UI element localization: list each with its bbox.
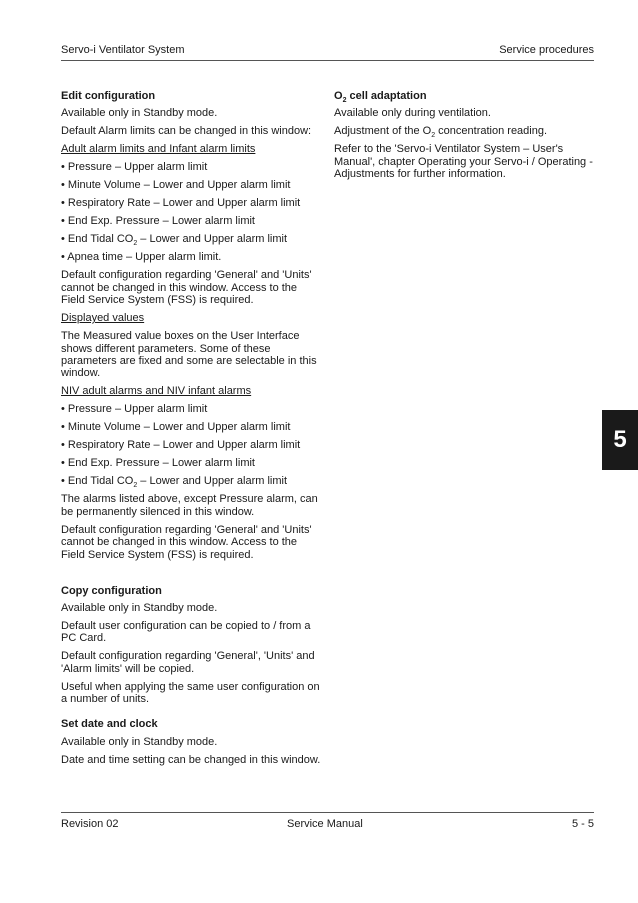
copy-configuration-heading: Copy configuration bbox=[61, 584, 162, 597]
o2-p1: Available only during ventilation. bbox=[334, 107, 491, 120]
list-item: • End Exp. Pressure – Lower alarm limit bbox=[61, 457, 255, 470]
edit-configuration-heading: Edit configuration bbox=[61, 90, 156, 102]
o2-p2: Adjustment of the $O_2$ concentration reading. bbox=[334, 125, 548, 140]
page-number: 5 - 5 bbox=[571, 818, 594, 830]
date-p2: Date and time setting can be changed in this window. bbox=[61, 753, 321, 766]
copy-p4: Useful when applying the same user configuration on a number of units. bbox=[61, 680, 320, 706]
list-item: • Respiratory Rate – Lower and Upper alarm limit bbox=[61, 439, 301, 452]
list-item: • Apnea time – Upper alarm limit. bbox=[61, 251, 222, 264]
list-item: • End Tidal $CO_2$ – Lower and Upper alarm limit bbox=[61, 475, 288, 490]
list-item: • Pressure – Upper alarm limit bbox=[61, 161, 208, 174]
list-item: • Respiratory Rate – Lower and Upper alarm limit bbox=[61, 197, 301, 210]
date-p1: Available only in Standby mode. bbox=[61, 735, 218, 748]
edit-p6: Default configuration regarding 'General' and 'Units' cannot be changed in this window. Access to the Field Service System (FSS) is required. bbox=[61, 523, 312, 561]
o2-p3: Refer to the 'Servo-i Ventilator System – User's Manual', chapter Operating your Servo-i / Operating - Adjustments for further information. bbox=[334, 143, 593, 181]
left-column bbox=[61, 90, 321, 772]
list-item: • End Tidal $CO_2$ – Lower and Upper alarm limit bbox=[61, 233, 288, 248]
o2-cell-adaptation-heading: $O_2$ cell adaptation bbox=[334, 90, 427, 104]
edit-p5: The alarms listed above, except Pressure alarm, can be permanently silenced in this window. bbox=[61, 493, 318, 518]
footer-revision: Revision 02 bbox=[61, 818, 119, 830]
list-item: • Pressure – Upper alarm limit bbox=[61, 403, 208, 416]
footer-manual: Service Manual bbox=[287, 818, 363, 830]
edit-p3: Default configuration regarding 'General' and 'Units' cannot be changed in this window. Access to the Field Service System (FSS) is required. bbox=[61, 269, 312, 307]
niv-alarm-subheading: NIV adult alarms and NIV infant alarms bbox=[61, 385, 252, 398]
right-column bbox=[334, 90, 594, 186]
copy-p1: Available only in Standby mode. bbox=[61, 602, 218, 615]
chapter-tab: 5 bbox=[602, 410, 638, 470]
list-item: • Minute Volume – Lower and Upper alarm limit bbox=[61, 179, 291, 192]
page-header bbox=[61, 44, 594, 61]
page-footer bbox=[61, 812, 594, 830]
edit-p1: Available only in Standby mode. bbox=[61, 107, 218, 120]
header-title: Servo-i Ventilator System bbox=[61, 44, 185, 56]
adult-alarm-subheading: Adult alarm limits and Infant alarm limits bbox=[61, 143, 256, 156]
copy-p2: Default user configuration can be copied to / from a PC Card. bbox=[61, 620, 311, 645]
edit-p2: Default Alarm limits can be changed in this window: bbox=[61, 125, 312, 138]
set-date-heading: Set date and clock bbox=[61, 718, 158, 731]
displayed-values-subheading: Displayed values bbox=[61, 312, 145, 325]
list-item: • Minute Volume – Lower and Upper alarm limit bbox=[61, 421, 291, 434]
edit-p4: The Measured value boxes on the User Interface shows different parameters. Some of these parameters are fixed and some are selectable in this window. bbox=[61, 330, 317, 380]
copy-p3: Default configuration regarding 'General', 'Units' and 'Alarm limits' will be copied. bbox=[61, 650, 315, 675]
list-item: • End Exp. Pressure – Lower alarm limit bbox=[61, 215, 255, 228]
header-section: Service procedures bbox=[499, 44, 594, 56]
